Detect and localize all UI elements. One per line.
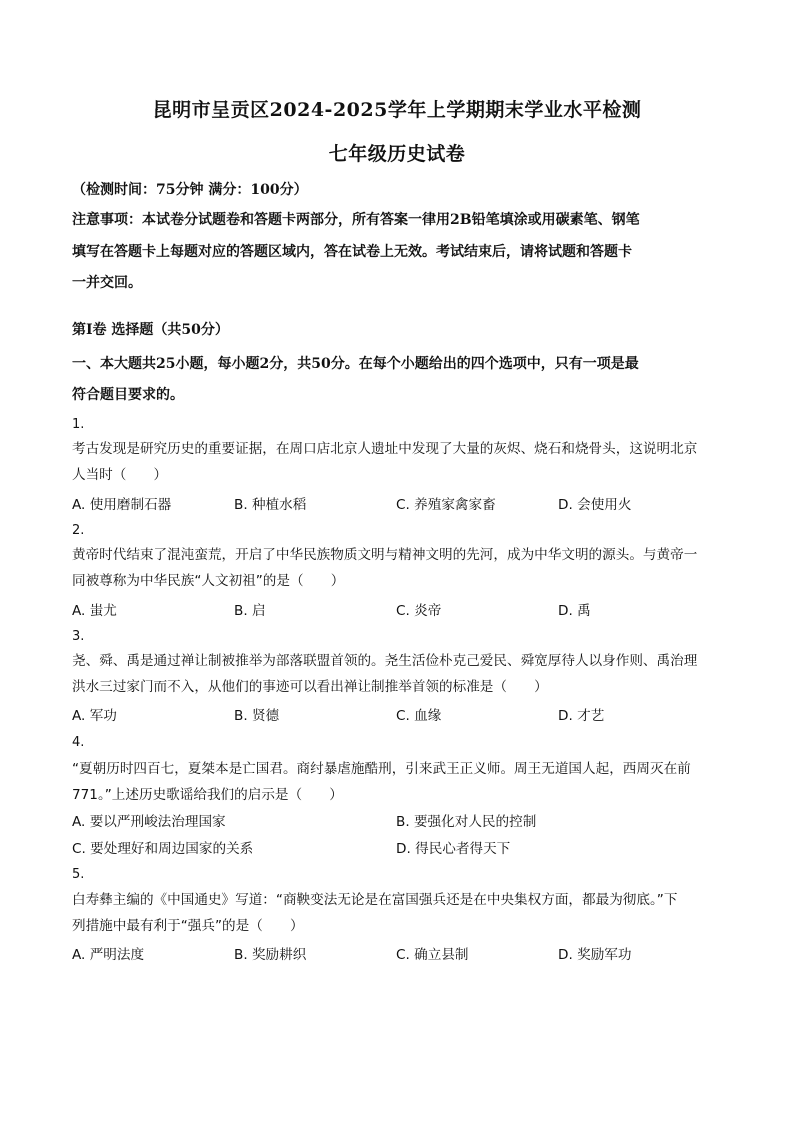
question-stem: [72, 648, 722, 700]
question-stem-line: 洪水三过家门而不入，从他们的事迹可以看出禅让制推举首领的标准是（ ）: [72, 679, 548, 695]
notice-line-1: 注意事项：本试卷分试题卷和答题卡两部分，所有答案一律用2B铅笔填涂或用碳素笔、钢笔: [72, 212, 640, 228]
option-b: B. 贤德: [234, 708, 280, 724]
section-instruction-2: 符合题目要求的。: [72, 387, 184, 403]
option-d: D. 会使用火: [558, 497, 632, 513]
notice-line-3: 一并交回。: [72, 275, 142, 291]
option-d: D. 得民心者得天下: [396, 841, 511, 857]
part-title: 第I卷 选择题（共50分）: [72, 322, 229, 338]
question-options: [72, 494, 722, 516]
option-b: B. 要强化对人民的控制: [396, 814, 537, 830]
exam-info: （检测时间：75分钟 满分：100分）: [72, 182, 308, 198]
option-c: C. 血缘: [396, 708, 442, 724]
question-options: [72, 600, 722, 622]
question-stem: [72, 756, 722, 808]
question-number: 3.: [72, 629, 85, 644]
option-b: B. 启: [234, 603, 266, 619]
question-stem-line: 人当时（ ）: [72, 467, 168, 483]
question-stem-line: 同被尊称为中华民族“人文初祖”的是（ ）: [72, 573, 345, 589]
section-instruction-1: 一、本大题共25小题，每小题2分，共50分。在每个小题给出的四个选项中，只有一项是最: [72, 356, 639, 372]
option-a: A. 蚩尤: [72, 603, 117, 619]
notice-line-2: 填写在答题卡上每题对应的答题区域内，答在试卷上无效。考试结束后，请将试题和答题卡: [72, 244, 632, 260]
option-c: C. 养殖家禽家畜: [396, 497, 496, 513]
option-b: B. 奖励耕织: [234, 947, 307, 963]
question-stem-line: 黄帝时代结束了混沌蛮荒，开启了中华民族物质文明与精神文明的先河，成为中华文明的源头。与黄帝一: [72, 547, 698, 563]
option-d: D. 禹: [558, 603, 591, 619]
option-a: A. 严明法度: [72, 947, 145, 963]
question-number: 1.: [72, 417, 85, 432]
question-number: 5.: [72, 867, 85, 882]
question-number: 4.: [72, 735, 85, 750]
question-stem-line: 考古发现是研究历史的重要证据，在周口店北京人遗址中发现了大量的灰烬、烧石和烧骨头，这说明北京: [72, 441, 698, 457]
question-stem-line: 771。”上述历史歌谣给我们的启示是（ ）: [72, 787, 343, 803]
exam-title: 昆明市呈贡区2024-2025学年上学期期末学业水平检测: [152, 99, 642, 121]
question-options: [72, 838, 722, 860]
question-stem-line: 白寿彝主编的《中国通史》写道：“商鞅变法无论是在富国强兵还是在中央集权方面，都最为彻底。”下: [72, 892, 678, 908]
option-d: D. 奖励军功: [558, 947, 632, 963]
question-stem: [72, 887, 722, 939]
question-stem-line: 列措施中最有利于“强兵”的是（ ）: [72, 918, 304, 934]
option-c: C. 确立县制: [396, 947, 469, 963]
question-stem: [72, 542, 722, 594]
option-b: B. 种植水稻: [234, 497, 307, 513]
option-a: A. 要以严刑峻法治理国家: [72, 814, 226, 830]
option-a: A. 军功: [72, 708, 117, 724]
question-stem: [72, 436, 722, 488]
question-options: [72, 944, 722, 966]
exam-subtitle: 七年级历史试卷: [328, 143, 466, 165]
option-a: A. 使用磨制石器: [72, 497, 172, 513]
question-number: 2.: [72, 523, 85, 538]
option-c: C. 要处理好和周边国家的关系: [72, 841, 254, 857]
question-stem-line: 尧、舜、禹是通过禅让制被推举为部落联盟首领的。尧生活俭朴克己爱民、舜宽厚待人以身作则、禹治理: [72, 653, 698, 669]
option-d: D. 才艺: [558, 708, 605, 724]
question-stem-line: “夏朝历时四百七，夏桀本是亡国君。商纣暴虐施酷刑，引来武王正义师。周王无道国人起，西周灭在前: [72, 761, 691, 777]
question-options: [72, 811, 722, 833]
question-options: [72, 705, 722, 727]
option-c: C. 炎帝: [396, 603, 442, 619]
